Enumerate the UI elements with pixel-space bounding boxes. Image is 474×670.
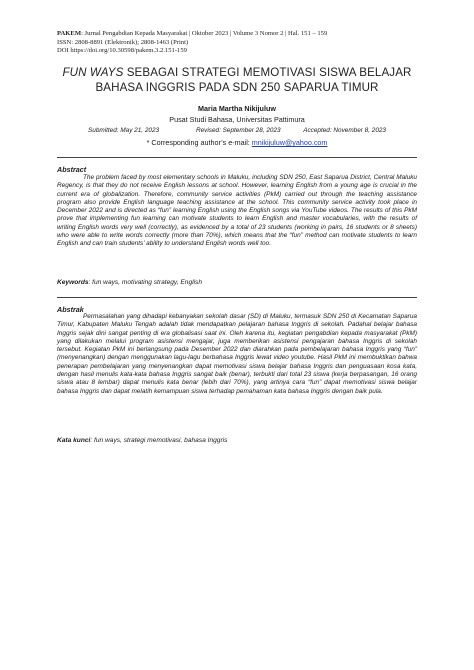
accepted-date: Accepted: November 8, 2023 xyxy=(303,127,386,134)
author-affiliation: Pusat Studi Bahasa, Universitas Pattimura xyxy=(169,115,305,124)
doi-link[interactable]: DOI https://doi.org/10.30598/pakem.3.2.151-159 xyxy=(57,47,187,55)
keywords-id xyxy=(57,437,417,444)
abstrak-heading: Abstrak xyxy=(57,305,84,314)
abstrak-body: Permasalahan yang dihadapi kebanyakan sekolah dasar (SD) di Maluku, termasuk SDN 250 di Kecamatan Saparua Timur, Kabupaten Maluku Tengah adalah tidak mendapatkan pelajaran bahasa Inggris di sekolah. Padahal belajar bahasa Inggris sejak dini sangat penting di era globalisasi saat ini. Oleh karena itu, kegiatan pengabdian kepada masyarakat (PkM) yang dilakukan melalui program asistensi mengajar, juga memberikan asistensi pengajaran bahasa Inggris di sekolah tersebut. Kegiatan PkM ini berlangsung pada Desember 2022 dan diarahkan pada pembelajaran bahasa Inggris yang “fun” (menyenangkan) dengan menggunakan lagu-lagu berbahasa Inggris lewat video youtube. Hasil PkM ini membuktikan bahwa penerapan pembelajaran yang menyenangkan dapat memotivasi siswa belajar bahasa Inggris dan penguasaan kosa kata, dengan hasil menulis kata-kata bahasa Inggris sangat baik (benar), terbukti dari total 23 siswa (kerja berpasangan, 16 orang siswa atau 8 lembar) dapat menulis kata benar (lebih dari 70%), yang artinya cara “fun” dapat memotivasi siswa belajar bahasa Inggris dan dapat melatih kemampuan siswa terhadap pemahaman kata bahasa Inggris dengan baik pula. xyxy=(57,313,417,395)
corresponding-author xyxy=(0,138,474,147)
revised-date: Revised: September 28, 2023 xyxy=(196,127,281,134)
keywords-en xyxy=(57,279,417,286)
keywords-values: : fun ways, motivating strategy, English xyxy=(88,279,203,286)
abstract-heading: Abstract xyxy=(57,165,87,174)
email-link[interactable]: mnikijuluw@yahoo.com xyxy=(251,138,328,147)
kata-kunci-label: Kata kunci xyxy=(57,437,91,444)
abstract-text xyxy=(57,174,417,249)
journal-brand: PAKEM xyxy=(57,30,82,37)
journal-details: : Jurnal Pengabdian Kepada Masyarakat | Oktober 2023 | Volume 3 Nomor 2 | Hal. 151 – 159 xyxy=(81,30,328,37)
title-line2: BAHASA INGGRIS PADA SDN 250 SAPARUA TIMUR xyxy=(95,80,379,94)
issn-line: ISSN: 2808-8891 (Elektronik); 2808-1463 (Print) xyxy=(57,38,189,46)
paper-title xyxy=(40,66,434,95)
title-line1: SEBAGAI STRATEGI MEMOTIVASI SISWA BELAJAR xyxy=(123,66,412,79)
abstrak-text xyxy=(57,313,417,396)
corresponding-label: * Corresponding author’s e-mail: xyxy=(146,138,252,147)
keywords-label: Keywords xyxy=(57,279,89,286)
title-italic-part: FUN WAYS xyxy=(62,66,124,79)
author-name: Maria Martha Nikijuluw xyxy=(198,104,276,113)
kata-kunci-values: : fun ways, strategi memotivasi, bahasa Inggris xyxy=(90,437,228,444)
abstract-body: The problem faced by most elementary schools in Maluku, including SDN 250, East Saparua District, Central Maluku Regency, is that they do not receive English lessons at school. However, learning English from a young age is crucial in the current era of globalization. Therefore, community service activities (PkM) carried out through the teaching assistance program also provide English language teaching assistance at the school. This community service activity took place in December 2022 and is directed as “fun” learning English using the English songs via YouTube videos. The results of this PkM prove that implementing fun learning can motivate students to learn English and master vocabularies, with the results of writing English words very well (correctly), as evidenced by a total of 23 students (working in pairs, 16 students or 8 sheets) who were able to write words correctly (more than 70%), which means that the “fun” method can motivate students to learn English and can train students’ ability to understand English words well too. xyxy=(57,174,417,248)
journal-header xyxy=(57,30,327,56)
submitted-date: Submitted: May 21, 2023 xyxy=(88,127,160,134)
divider-middle xyxy=(57,297,417,298)
journal-line xyxy=(57,30,327,39)
divider-top xyxy=(57,157,417,158)
